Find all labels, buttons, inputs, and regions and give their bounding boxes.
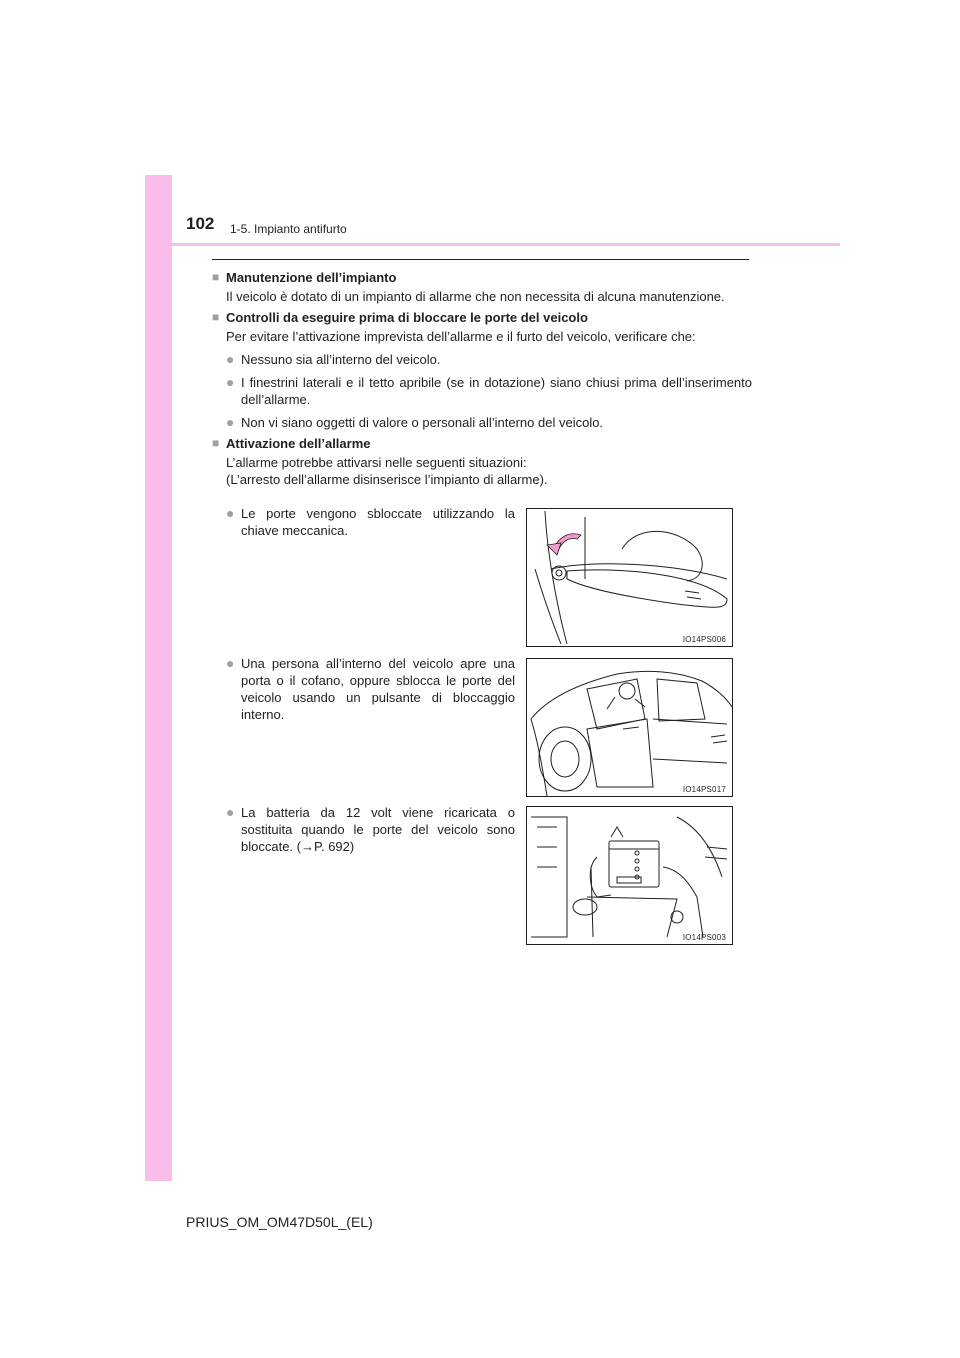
square-icon: ■ bbox=[212, 310, 220, 324]
square-icon: ■ bbox=[212, 436, 220, 450]
para-attivazione-1: L’allarme potrebbe attivarsi nelle seguenti situazioni: bbox=[226, 455, 527, 470]
square-icon: ■ bbox=[212, 270, 220, 284]
para-controlli: Per evitare l’attivazione imprevista dell’allarme e il furto del veicolo, verificare che: bbox=[226, 329, 696, 344]
side-band bbox=[145, 175, 172, 1181]
list-item: ● Nessuno sia all’interno del veicolo. bbox=[226, 351, 441, 367]
list-item: ● Una persona all’interno del veicolo apre una porta o il cofano, oppure sblocca le porte del veicolo usando un pulsante di bloccaggio interno. bbox=[226, 655, 515, 722]
figure-code: IO14PS003 bbox=[682, 933, 726, 942]
list-item: ● I finestrini laterali e il tetto apribile (se in dotazione) siano chiusi prima dell’inserimento dell’allarme. bbox=[226, 374, 752, 407]
content-rule bbox=[212, 259, 749, 260]
door-handle-illustration bbox=[527, 509, 732, 646]
figure-key-door bbox=[526, 508, 733, 647]
heading-attivazione: ■ Attivazione dell’allarme bbox=[212, 436, 371, 451]
heading-manutenzione: ■ Manutenzione dell’impianto bbox=[212, 270, 397, 285]
car-door-illustration bbox=[527, 659, 732, 796]
figure-code: IO14PS017 bbox=[682, 785, 726, 794]
circle-bullet-icon: ● bbox=[226, 351, 235, 367]
circle-bullet-icon: ● bbox=[226, 804, 235, 820]
battery-illustration bbox=[527, 807, 732, 944]
para-attivazione-2: (L’arresto dell’allarme disinserisce l’impianto di allarme). bbox=[226, 472, 548, 487]
section-title: 1-5. Impianto antifurto bbox=[230, 222, 347, 236]
header-rule bbox=[172, 243, 840, 246]
figure-code: IO14PS006 bbox=[682, 635, 726, 644]
circle-bullet-icon: ● bbox=[226, 414, 235, 430]
circle-bullet-icon: ● bbox=[226, 655, 235, 671]
figure-person-door bbox=[526, 658, 733, 797]
figure-battery bbox=[526, 806, 733, 945]
heading-controlli: ■ Controlli da eseguire prima di bloccare le porte del veicolo bbox=[212, 310, 588, 325]
list-item: ● Le porte vengono sbloccate utilizzando la chiave meccanica. bbox=[226, 505, 515, 538]
circle-bullet-icon: ● bbox=[226, 505, 235, 521]
list-item: ● La batteria da 12 volt viene ricaricata o sostituita quando le porte del veicolo sono bloccate. (→P. 692) bbox=[226, 804, 515, 854]
footer-doc-code: PRIUS_OM_OM47D50L_(EL) bbox=[186, 1214, 373, 1230]
circle-bullet-icon: ● bbox=[226, 374, 235, 390]
page-number: 102 bbox=[186, 214, 215, 233]
content bbox=[212, 265, 752, 492]
para-manutenzione: Il veicolo è dotato di un impianto di allarme che non necessita di alcuna manutenzione. bbox=[226, 289, 725, 304]
list-item: ● Non vi siano oggetti di valore o personali all’interno del veicolo. bbox=[226, 414, 604, 430]
